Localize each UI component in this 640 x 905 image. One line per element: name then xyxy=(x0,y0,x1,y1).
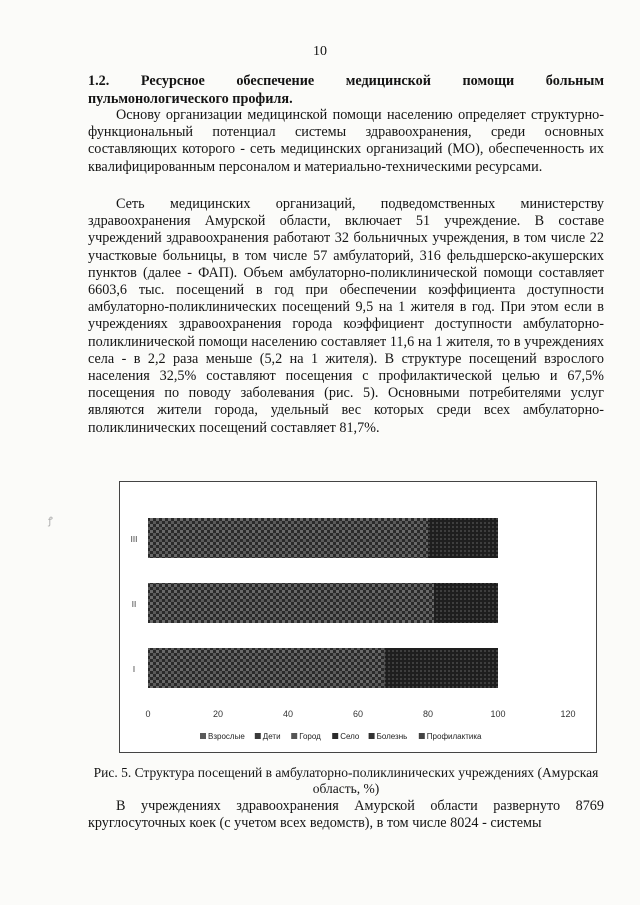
x-tick-0: 0 xyxy=(145,709,151,719)
x-tick-80: 80 xyxy=(422,709,434,719)
bar-III-Взрослые xyxy=(148,518,428,558)
paragraph-1: Основу организации медицинской помощи населению определяет структурно-функциональный потенциал системы здравоохранения, среди основных составляющих которого - сеть медицинских организаций (МО), обеспеченность их квалифицированным персоналом и материально-техническими ресурсами. xyxy=(88,107,604,175)
figure-5 xyxy=(119,481,597,753)
page-number: 10 xyxy=(313,44,327,59)
bar-I-Болезнь xyxy=(148,648,384,688)
category-label-I: I xyxy=(132,665,136,674)
bar-I-Профилактика xyxy=(384,648,498,688)
x-tick-60: 60 xyxy=(352,709,364,719)
x-tick-20: 20 xyxy=(212,709,224,719)
bar-III-Дети xyxy=(428,518,498,558)
x-tick-120: 120 xyxy=(560,709,576,719)
section-heading: 1.2. Ресурсное обеспечение медицинской помощи больным пульмонологического профиля. xyxy=(88,73,604,107)
visits-structure-chart xyxy=(120,482,596,752)
legend-label-Болезнь: Болезнь xyxy=(376,732,408,741)
legend-swatch-Село xyxy=(332,733,338,739)
bar-II-Город xyxy=(148,583,434,623)
legend-label-Село: Село xyxy=(340,732,360,741)
legend-label-Город: Город xyxy=(299,732,321,741)
legend-swatch-Дети xyxy=(255,733,261,739)
category-label-III: III xyxy=(130,535,138,544)
legend-label-Дети: Дети xyxy=(262,732,281,741)
x-tick-100: 100 xyxy=(490,709,506,719)
figure-caption: Рис. 5. Структура посещений в амбулаторно-поликлинических учреждениях (Амурская область, %) xyxy=(93,765,599,796)
paragraph-3: В учреждениях здравоохранения Амурской области развернуто 8769 круглосуточных коек (с учетом всех ведомств), в том числе 8024 - системы xyxy=(88,798,604,832)
x-tick-40: 40 xyxy=(282,709,294,719)
legend-swatch-Взрослые xyxy=(200,733,206,739)
paragraph-2: Сеть медицинских организаций, подведомственных министерству здравоохранения Амурской области, включает 51 учреждение. В составе учреждений здравоохранения работают 32 больничных учреждения, в том числе 22 участковые больницы, в том числе 57 амбулаторий, 316 фельдшерско-акушерских пунктов (далее - ФАП). Объем амбулаторно-поликлинической помощи составляет 6603,6 тыс. посещений в год при обеспечении коэффициента доступности амбулаторно-поликлинических посещений 9,5 на 1 жителя в год. При этом если в учреждениях здравоохранения города коэффициент доступности амбулаторно-поликлинической помощи населению составляет 11,6 на 1 жителя, то в учреждениях села - в 2,2 раза меньше (5,2 на 1 жителя). В структуре посещений взрослого населения 32,5% составляют посещения с профилактической целью и 67,5% посещения по поводу заболевания (рис. 5). Основными потребителями услуг являются жители города, удельный вес которых среди всех амбулаторно-поликлинических посещений составляет 81,7%. xyxy=(88,196,604,436)
scan-mark: ꝭ xyxy=(48,516,53,527)
legend-swatch-Профилактика xyxy=(419,733,425,739)
category-label-II: II xyxy=(131,600,137,609)
legend-label-Профилактика: Профилактика xyxy=(426,732,482,741)
legend-label-Взрослые: Взрослые xyxy=(208,732,245,741)
bar-II-Село xyxy=(434,583,498,623)
legend-swatch-Город xyxy=(291,733,297,739)
legend-swatch-Болезнь xyxy=(369,733,375,739)
